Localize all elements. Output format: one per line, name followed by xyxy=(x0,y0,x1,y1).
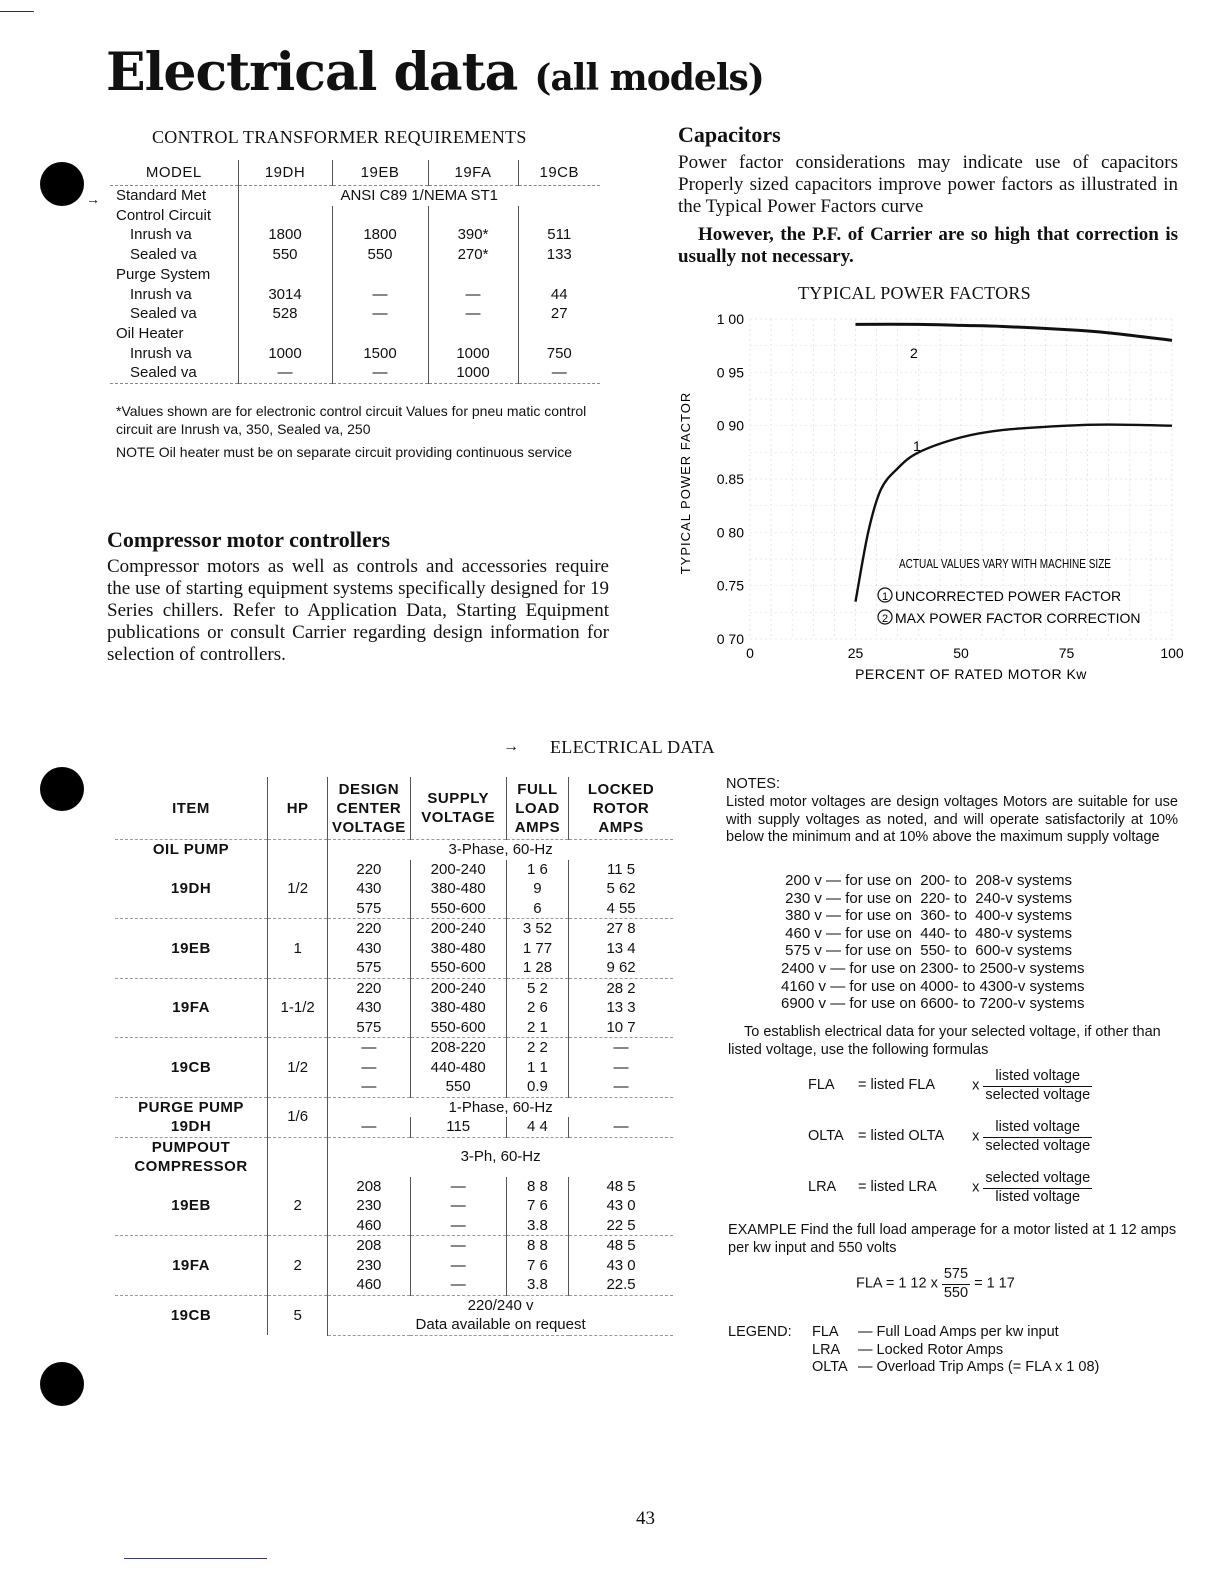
cell: 575 xyxy=(328,958,410,978)
legend xyxy=(812,1324,1099,1377)
voltage-item: 230 v — for use on 220- to 240-v systems xyxy=(781,889,1072,907)
page-number: 43 xyxy=(636,1508,655,1529)
legend-item xyxy=(812,1359,1099,1377)
control-transformer-heading: CONTROL TRANSFORMER REQUIREMENTS xyxy=(152,127,527,147)
col-hp: HP xyxy=(268,777,328,840)
col-supply-voltage: SUPPLY VOLTAGE xyxy=(410,777,506,840)
y-tick-label: 0.85 xyxy=(716,471,744,487)
cell: 380-480 xyxy=(410,879,506,899)
series-1-marker: 1 xyxy=(913,438,921,454)
cell: 220 xyxy=(328,919,410,939)
table-row xyxy=(110,245,600,265)
x-tick-label: 50 xyxy=(953,645,969,661)
table-row xyxy=(115,1038,673,1058)
table-row xyxy=(110,324,600,344)
cell: 9 xyxy=(506,879,568,899)
chart-title: TYPICAL POWER FACTORS xyxy=(798,283,1031,303)
legend-abbr: OLTA xyxy=(812,1359,848,1376)
item-label: 19FA xyxy=(115,1236,268,1296)
cell: 1000 xyxy=(238,344,332,364)
standard-value: ANSI C89 1/NEMA ST1 xyxy=(238,186,600,206)
x-tick-label: 100 xyxy=(1160,645,1184,661)
cell: 550 xyxy=(238,245,332,265)
cell: 1 77 xyxy=(506,939,568,959)
y-tick-label: 1 00 xyxy=(716,311,744,327)
example-lhs: FLA = 1 12 x xyxy=(856,1275,938,1292)
notes-title: NOTES: xyxy=(726,776,780,792)
table-row xyxy=(115,1117,673,1137)
fraction-denominator: selected voltage xyxy=(985,1086,1091,1103)
control-transformer-table xyxy=(110,160,600,384)
voltage-item: 460 v — for use on 440- to 480-v systems xyxy=(781,924,1072,942)
y-tick-label: 0 80 xyxy=(716,524,744,541)
compressor-text: Compressor motors as well as controls and accessories require the use of starting equipment systems specifically designed for 19 Series chillers. Refer to Application Data, Starting Equipment publications or consult Carrier regarding design information for selection of controllers. xyxy=(107,556,609,665)
binder-hole-middle xyxy=(40,767,84,811)
cell: 27 xyxy=(518,304,600,324)
capacitors-heading: Capacitors xyxy=(678,122,781,147)
col-item: ITEM xyxy=(115,777,268,840)
cell: — xyxy=(569,1117,673,1137)
cell: 230 xyxy=(328,1196,410,1216)
fraction-denominator: 550 xyxy=(943,1284,969,1301)
binder-hole-bottom xyxy=(40,1362,84,1406)
fraction-numerator: listed voltage xyxy=(983,1119,1092,1138)
cell: 9 62 xyxy=(569,958,673,978)
cell: 8 8 xyxy=(506,1177,568,1197)
legend-label: LEGEND: xyxy=(728,1324,792,1340)
item-label: OIL PUMP xyxy=(152,841,230,858)
table-row xyxy=(110,265,600,285)
row-label: Sealed va xyxy=(130,305,197,323)
legend-desc: — Locked Rotor Amps xyxy=(858,1341,1004,1358)
cell: 8 8 xyxy=(506,1236,568,1256)
formula-rhs: = listed LRA xyxy=(858,1179,937,1196)
formula-rhs: = listed FLA xyxy=(858,1077,935,1094)
cell: 380-480 xyxy=(410,939,506,959)
cell: 460 xyxy=(328,1275,410,1295)
cell: 22 5 xyxy=(569,1216,673,1236)
cell: — xyxy=(569,1038,673,1058)
electrical-data-table xyxy=(115,777,673,1336)
compressor-heading: Compressor motor controllers xyxy=(107,527,391,552)
footnote: *Values shown are for electronic control circuit Values for pneu matic control circuit are Inrush va, 350, Sealed va, 250 xyxy=(116,403,587,437)
annotation-uncorrected: UNCORRECTED POWER FACTOR xyxy=(895,588,1122,604)
cell: 1000 xyxy=(428,363,518,383)
table-row xyxy=(110,225,600,245)
table-header-row xyxy=(110,160,600,186)
cell: — xyxy=(569,1077,673,1097)
cell: 200-240 xyxy=(410,978,506,998)
hp-cell: 5 xyxy=(268,1295,328,1335)
table-row xyxy=(110,363,600,383)
example-result: = 1 17 xyxy=(974,1275,1015,1292)
cell: 440-480 xyxy=(410,1058,506,1078)
formula-fraction xyxy=(983,1119,1092,1155)
col-19fa: 19FA xyxy=(428,160,518,186)
cell: 460 xyxy=(328,1216,410,1236)
electrical-data-arrow: → xyxy=(503,738,519,755)
cell: 0.9 xyxy=(506,1077,568,1097)
cell: 7 6 xyxy=(506,1256,568,1276)
voltage-item: 4160 v — for use on 4000- to 4300-v systems xyxy=(781,977,1085,995)
cell: 270* xyxy=(428,245,518,265)
item-label: COMPRESSOR xyxy=(134,1158,248,1175)
formula-fla xyxy=(808,1068,1108,1104)
cell: 133 xyxy=(518,245,600,265)
fraction-denominator: selected voltage xyxy=(985,1137,1091,1154)
voltage-item: 575 v — for use on 550- to 600-v systems xyxy=(781,942,1072,960)
cell: 430 xyxy=(328,879,410,899)
cell: 3.8 xyxy=(506,1275,568,1295)
table-row xyxy=(110,186,600,206)
table-row xyxy=(115,1177,673,1197)
row-label: Inrush va xyxy=(130,285,192,303)
cell: — xyxy=(410,1216,506,1236)
cell: — xyxy=(428,304,518,324)
hp-cell: 1-1/2 xyxy=(268,978,328,1038)
y-tick-label: 0 90 xyxy=(716,417,744,434)
item-label: 19FA xyxy=(115,978,268,1038)
power-factor-chart xyxy=(670,305,1190,690)
col-19eb: 19EB xyxy=(332,160,428,186)
page-title xyxy=(106,42,764,103)
cell: — xyxy=(410,1196,506,1216)
formula-fraction xyxy=(983,1068,1092,1104)
item-label: 19CB xyxy=(115,1295,268,1335)
row-label: Sealed va xyxy=(110,363,238,383)
formula-times: x xyxy=(972,1179,980,1196)
group-label: Oil Heater xyxy=(116,324,184,342)
series-2-marker: 2 xyxy=(910,345,918,361)
electrical-data-heading: ELECTRICAL DATA xyxy=(550,737,715,757)
cell: 1500 xyxy=(332,344,428,364)
x-tick-label: 0 xyxy=(746,645,754,661)
cell: 10 7 xyxy=(569,1018,673,1038)
col-design-voltage: DESIGN CENTER VOLTAGE xyxy=(328,777,410,840)
cell: 200-240 xyxy=(410,919,506,939)
cell: 28 2 xyxy=(569,978,673,998)
phase-label: 3-Phase, 60-Hz xyxy=(328,840,673,860)
formula-fraction xyxy=(983,1170,1092,1206)
fraction-numerator: listed voltage xyxy=(983,1068,1092,1087)
formula-olta xyxy=(808,1119,1108,1155)
binder-hole-top xyxy=(40,162,84,206)
cell: 22.5 xyxy=(569,1275,673,1295)
cell: — xyxy=(328,1117,410,1137)
example-fraction xyxy=(942,1266,970,1302)
hp-cell: 2 xyxy=(268,1236,328,1296)
table-row xyxy=(115,1295,673,1315)
legend-abbr: FLA xyxy=(812,1324,839,1340)
cell: 27 8 xyxy=(569,919,673,939)
formula-lra xyxy=(808,1170,1108,1206)
marker-2-number: 2 xyxy=(881,613,889,625)
hp-cell: 2 xyxy=(268,1177,328,1236)
voltage-cell: 220/240 v xyxy=(328,1295,673,1315)
voltage-item: 380 v — for use on 360- to 400-v systems xyxy=(781,907,1072,925)
cell: 5 62 xyxy=(569,879,673,899)
capacitors-bold-text: However, the P.F. of Carrier are so high that correction is usually not necessary. xyxy=(678,224,1178,267)
legend-desc: — Full Load Amps per kw input xyxy=(858,1324,1059,1340)
cell: — xyxy=(328,1038,410,1058)
item-label: PURGE PUMP xyxy=(115,1097,268,1117)
cell: 48 5 xyxy=(569,1236,673,1256)
cell: 550-600 xyxy=(410,958,506,978)
footer-rule xyxy=(124,1558,267,1559)
row-label: Sealed va xyxy=(130,246,197,264)
cell: 13 4 xyxy=(569,939,673,959)
cell: 3 52 xyxy=(506,919,568,939)
item-label: 19DH xyxy=(170,1118,212,1135)
cell: 220 xyxy=(328,978,410,998)
cell: 5 2 xyxy=(506,978,568,998)
cell: 2 2 xyxy=(506,1038,568,1058)
notes-text: Listed motor voltages are design voltages Motors are suitable for use with supply voltages as noted, and will operate satisfactorily at 10% below the minimum and at 10% above the maximum supply voltage xyxy=(726,794,1178,846)
establish-text: To establish electrical data for your selected voltage, if other than listed voltage, use the following formulas xyxy=(728,1024,1161,1058)
cell: 1800 xyxy=(238,225,332,245)
cell: 390* xyxy=(428,225,518,245)
cell: 3014 xyxy=(238,285,332,305)
cell: — xyxy=(328,1077,410,1097)
cell: 2 6 xyxy=(506,998,568,1018)
cell: 6 xyxy=(506,899,568,919)
table-row xyxy=(115,1097,673,1117)
x-axis-label: PERCENT OF RATED MOTOR Kw xyxy=(855,666,1087,682)
fraction-denominator: listed voltage xyxy=(995,1188,1081,1205)
col-19dh: 19DH xyxy=(238,160,332,186)
cell: 3.8 xyxy=(506,1216,568,1236)
cell: 44 xyxy=(518,285,600,305)
table-row xyxy=(115,919,673,939)
cell: — xyxy=(410,1177,506,1197)
col-locked-rotor-amps: LOCKED ROTOR AMPS xyxy=(569,777,673,840)
col-19cb: 19CB xyxy=(518,160,600,186)
cell: 575 xyxy=(328,899,410,919)
cell: 43 0 xyxy=(569,1256,673,1276)
formula-times: x xyxy=(972,1077,980,1094)
formula-lhs: FLA xyxy=(808,1077,835,1094)
cell: 13 3 xyxy=(569,998,673,1018)
table-header-row xyxy=(115,777,673,840)
capacitors-text: Power factor considerations may indicate use of capacitors Properly sized capacitors improve power factors as illustrated in the Typical Power Factors curve xyxy=(678,152,1178,217)
x-tick-label: 25 xyxy=(847,645,864,661)
hp-cell: 1/6 xyxy=(268,1097,328,1137)
oil-heater-note: NOTE Oil heater must be on separate circuit providing continuous service xyxy=(116,444,572,460)
fraction-numerator: 575 xyxy=(942,1266,970,1285)
legend-item xyxy=(812,1324,1099,1342)
cell: — xyxy=(410,1236,506,1256)
cell: — xyxy=(410,1256,506,1276)
table-row xyxy=(115,840,673,860)
cell: 7 6 xyxy=(506,1196,568,1216)
x-tick-label: 75 xyxy=(1058,645,1075,661)
voltage-item: 2400 v — for use on 2300- to 2500-v systems xyxy=(781,959,1085,977)
cell: — xyxy=(410,1275,506,1295)
cell: 115 xyxy=(410,1117,506,1137)
cell: — xyxy=(238,363,332,383)
cell: 430 xyxy=(328,998,410,1018)
cell: 4 4 xyxy=(506,1117,568,1137)
row-label: Inrush va xyxy=(130,344,192,362)
row-label: Inrush va xyxy=(130,226,192,244)
annotation-actual-values: ACTUAL VALUES VARY WITH MACHINE SIZE xyxy=(899,556,1112,571)
cell: 11 5 xyxy=(569,860,673,880)
cell: 511 xyxy=(518,225,600,245)
cell: — xyxy=(332,363,428,383)
formula-lhs: OLTA xyxy=(808,1128,844,1145)
item-label: 19EB xyxy=(171,1197,211,1214)
legend-desc: — Overload Trip Amps (= FLA x 1 08) xyxy=(858,1359,1100,1376)
marker-1-number: 1 xyxy=(881,591,889,603)
cell: 1 1 xyxy=(506,1058,568,1078)
cell: 550-600 xyxy=(410,899,506,919)
cell: 208-220 xyxy=(410,1038,506,1058)
cell: 575 xyxy=(328,1018,410,1038)
y-tick-label: 0 70 xyxy=(716,631,744,647)
series-2-line xyxy=(856,324,1173,340)
voltage-item: 200 v — for use on 200- to 208-v systems xyxy=(781,872,1072,889)
standard-arrow: → xyxy=(86,191,100,207)
table-row xyxy=(110,304,600,324)
cell: 750 xyxy=(518,344,600,364)
fraction-numerator: selected voltage xyxy=(983,1170,1092,1189)
cell: 220 xyxy=(328,860,410,880)
legend-item xyxy=(812,1342,1099,1360)
phase-label: 1-Phase, 60-Hz xyxy=(328,1097,673,1117)
formula-rhs: = listed OLTA xyxy=(858,1128,945,1145)
standard-label: Standard Met xyxy=(116,187,207,204)
item-label: 19EB xyxy=(115,919,268,979)
y-tick-label: 0.75 xyxy=(716,577,744,594)
hp-cell: 1/2 xyxy=(268,1038,328,1098)
page-title-main: Electrical data xyxy=(106,42,518,103)
cell: — xyxy=(328,1058,410,1078)
item-label: 19CB xyxy=(115,1038,268,1098)
cell: 208 xyxy=(328,1236,410,1256)
formula-times: x xyxy=(972,1128,980,1145)
legend-abbr: LRA xyxy=(812,1341,841,1358)
page-title-sub: (all models) xyxy=(534,57,764,99)
table-row xyxy=(115,1236,673,1256)
col-full-load-amps: FULL LOAD AMPS xyxy=(506,777,568,840)
note-cell: Data available on request xyxy=(328,1315,673,1335)
table-row xyxy=(110,206,600,226)
table-row xyxy=(115,860,673,880)
hp-cell: 1 xyxy=(268,919,328,979)
hp-cell: 1/2 xyxy=(268,860,328,919)
table-row xyxy=(115,1137,673,1157)
cell: 550 xyxy=(410,1077,506,1097)
cell: 43 0 xyxy=(569,1196,673,1216)
group-label: Purge System xyxy=(116,265,211,283)
cell: 208 xyxy=(328,1177,410,1197)
cell: 200-240 xyxy=(410,860,506,880)
item-label: PUMPOUT xyxy=(115,1137,268,1157)
cell: — xyxy=(332,304,428,324)
cell: 1800 xyxy=(332,225,428,245)
example-text: EXAMPLE Find the full load amperage for a motor listed at 1 12 amps per kw input and 550 volts xyxy=(728,1222,1177,1256)
cell: 430 xyxy=(328,939,410,959)
table-row xyxy=(110,344,600,364)
item-label: 19DH xyxy=(170,880,212,897)
voltage-list xyxy=(781,872,1085,1013)
cell: 4 55 xyxy=(569,899,673,919)
cell: — xyxy=(332,285,428,305)
example-formula xyxy=(856,1266,1076,1302)
group-label: Control Circuit xyxy=(116,206,212,224)
formula-lhs: LRA xyxy=(808,1179,837,1196)
phase-label: 3-Ph, 60-Hz xyxy=(328,1137,673,1177)
annotation-max-correction: MAX POWER FACTOR CORRECTION xyxy=(895,610,1141,626)
series-1-line xyxy=(856,425,1173,602)
cell: 1 6 xyxy=(506,860,568,880)
table-row xyxy=(115,978,673,998)
cell: 1000 xyxy=(428,344,518,364)
y-tick-label: 0 95 xyxy=(716,364,744,381)
cell: 550-600 xyxy=(410,1018,506,1038)
cell: 380-480 xyxy=(410,998,506,1018)
cell: — xyxy=(518,363,600,383)
cell: 1 28 xyxy=(506,958,568,978)
voltage-item: 6900 v — for use on 6600- to 7200-v systems xyxy=(781,995,1085,1013)
cell: 528 xyxy=(238,304,332,324)
corner-rule xyxy=(0,11,34,12)
cell: — xyxy=(569,1058,673,1078)
table-row xyxy=(110,285,600,305)
cell: 2 1 xyxy=(506,1018,568,1038)
cell: 550 xyxy=(332,245,428,265)
col-model: MODEL xyxy=(110,160,238,186)
cell: 230 xyxy=(328,1256,410,1276)
cell: — xyxy=(428,285,518,305)
cell: 48 5 xyxy=(569,1177,673,1197)
y-axis-label: TYPICAL POWER FACTOR xyxy=(678,391,693,575)
